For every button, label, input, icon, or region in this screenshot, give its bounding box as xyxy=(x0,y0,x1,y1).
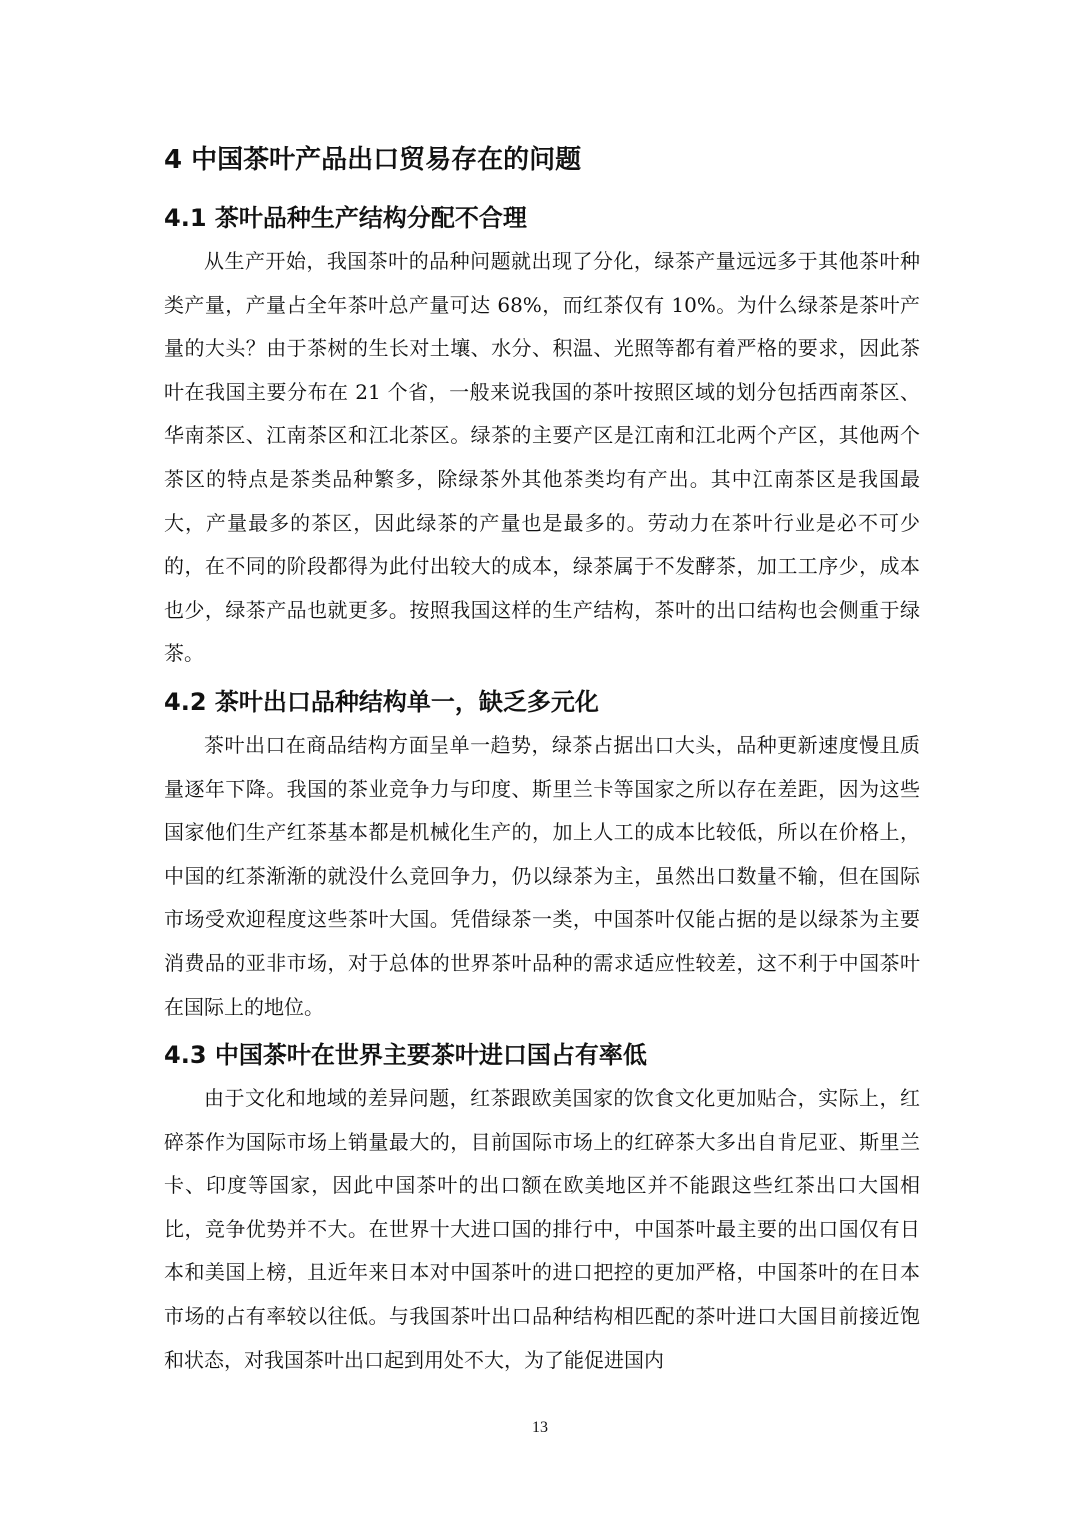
section-title-4-1: 4.1 茶叶品种生产结构分配不合理 xyxy=(164,204,527,232)
page-content xyxy=(164,138,920,1386)
section-paragraph-4-2: 茶叶出口在商品结构方面呈单一趋势，绿茶占据出口大头，品种更新速度慢且质量逐年下降。我国的茶业竞争力与印度、斯里兰卡等国家之所以存在差距，因为这些国家他们生产红茶基本都是机械化生产的，加上人工的成本比较低，所以在价格上，中国的红茶渐渐的就没什么竞回争力，仍以绿茶为主，虽然出口数量不输，但在国际市场受欢迎程度这些茶叶大国。凭借绿茶一类，中国茶叶仅能占据的是以绿茶为主要消费品的亚非市场，对于总体的世界茶叶品种的需求适应性较差，这不利于中国茶叶在国际上的地位。 xyxy=(164,732,920,1019)
section-title-4-3: 4.3 中国茶叶在世界主要茶叶进口国占有率低 xyxy=(164,1041,647,1070)
section-paragraph-4-3: 由于文化和地域的差异问题，红茶跟欧美国家的饮食文化更加贴合，实际上，红碎茶作为国际市场上销量最大的，目前国际市场上的红碎茶大多出自肯尼亚、斯里兰卡、印度等国家，因此中国茶叶的出口额在欧美地区并不能跟这些红茶出口大国相比，竞争优势并不大。在世界十大进口国的排行中，中国茶叶最主要的出口国仅有日本和美国上榜，且近年来日本对中国茶叶的进口把控的更加严格，中国茶叶的在日本市场的占有率较以往低。与我国茶叶出口品种结构相匹配的茶叶进口大国目前接近饱和状态，对我国茶叶出口起到用处不大，为了能促进国内 xyxy=(164,1086,920,1372)
page-number: 13 xyxy=(532,1419,548,1436)
chapter-title: 4 中国茶叶产品出口贸易存在的问题 xyxy=(164,145,582,175)
section-title-4-2: 4.2 茶叶出口品种结构单一，缺乏多元化 xyxy=(164,687,599,716)
section-paragraph-4-1: 从生产开始，我国茶叶的品种问题就出现了分化，绿茶产量远远多于其他茶叶种类产量，产量占全年茶叶总产量可达 68%，而红茶仅有 10%。为什么绿茶是茶叶产量的大头？由于茶树的生长对土壤、水分、积温、光照等都有着严格的要求，因此茶叶在我国主要分布在 21 个省，一般来说我国的茶叶按照区域的划分包括西南茶区、华南茶区、江南茶区和江北茶区。绿茶的主要产区是江南和江北两个产区，其他两个茶区的特点是茶类品种繁多，除绿茶外其他茶类均有产出。其中江南茶区是我国最大，产量最多的茶区，因此绿茶的产量也是最多的。劳动力在茶叶行业是必不可少的，在不同的阶段都得为此付出较大的成本，绿茶属于不发酵茶，加工工序少，成本也少，绿茶产品也就更多。按照我国这样的生产结构，茶叶的出口结构也会侧重于绿茶。 xyxy=(164,249,920,666)
